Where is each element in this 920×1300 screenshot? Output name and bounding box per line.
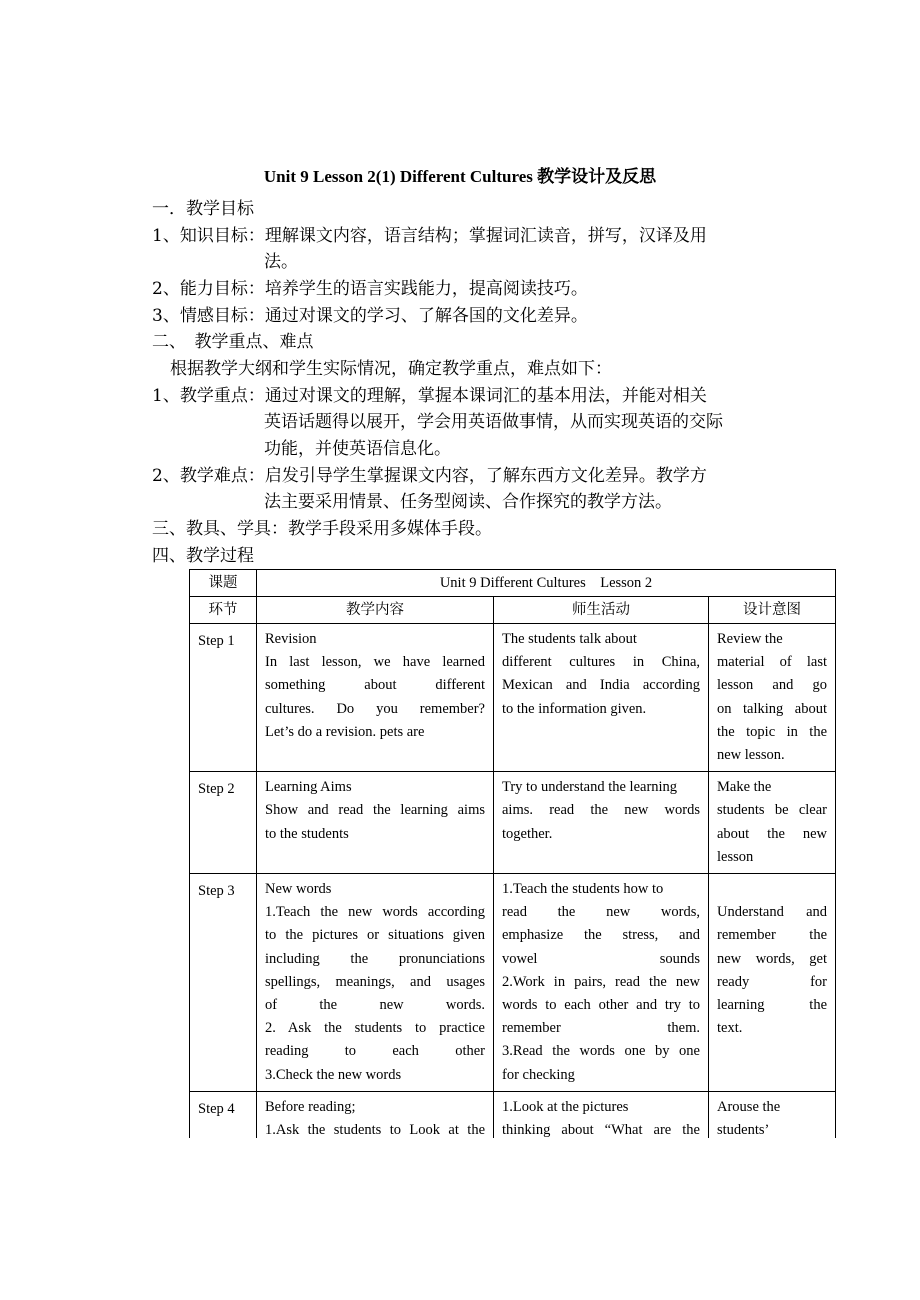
col-header-content: 教学内容: [257, 597, 494, 624]
activity-line: remember them.: [502, 1020, 700, 1037]
activity-line: for checking: [502, 1066, 575, 1083]
section-2-item-1-cont-1: 英语话题得以展开，学会用英语做事情，从而实现英语的交际: [264, 412, 723, 432]
purpose-line: lesson and go: [717, 677, 828, 694]
section-2-item-1-cont-2: 功能，并使英语信息化。: [264, 439, 451, 459]
content-line: 1.Ask the students to Look at the: [265, 1122, 485, 1139]
table-body: [190, 624, 836, 1170]
content-cell: [257, 624, 494, 772]
activity-line: read the new words,: [502, 904, 700, 921]
activity-cell: [494, 624, 709, 772]
section-1-item-1: 1、知识目标：理解课文内容，语言结构；掌握词汇读音，拼写，汉译及用: [152, 226, 707, 246]
section-2-item-2: 2、教学难点：启发引导学生掌握课文内容，了解东西方文化差异。教学方: [152, 466, 707, 486]
content-line: 3.Check the new words: [265, 1066, 402, 1083]
content-line: 1.Teach the new words according: [265, 904, 485, 921]
section-1-item-2: 2、能力目标：培养学生的语言实践能力，提高阅读技巧。: [152, 279, 588, 299]
content-line: Learning Aims: [265, 779, 352, 796]
purpose-line: ready for: [717, 973, 828, 990]
section-3: 三、教具、学具：教学手段采用多媒体手段。: [152, 519, 492, 539]
content-line: Before reading;: [265, 1098, 356, 1115]
activity-line: 3.Read the words one by one: [502, 1043, 700, 1060]
activity-line: thinking about “What are the: [502, 1122, 700, 1139]
content-line: Revision: [265, 631, 317, 647]
purpose-line: new lesson.: [717, 747, 785, 764]
purpose-cell: [709, 772, 836, 874]
col-header-activity: 师生活动: [494, 597, 709, 624]
activity-line: to the information given.: [502, 700, 647, 717]
content-line: New words: [265, 881, 332, 898]
content-line: including the pronunciations: [265, 950, 485, 967]
content-line: cultures. Do you remember?: [265, 700, 485, 717]
purpose-line: learning the: [717, 997, 828, 1014]
topic-label: 课题: [190, 570, 257, 597]
purpose-line: text.: [717, 1020, 743, 1037]
content-line: spellings, meanings, and usages: [265, 973, 485, 990]
purpose-line: Arouse the: [717, 1098, 781, 1115]
purpose-line: Make the: [717, 779, 772, 796]
activity-line: words to each other and try to: [502, 997, 700, 1014]
activity-line: Try to understand the learning: [502, 779, 678, 796]
section-2-item-2-cont: 法主要采用情景、任务型阅读、合作探究的教学方法。: [264, 492, 672, 512]
purpose-line: lesson: [717, 848, 754, 865]
purpose-line: new words, get: [717, 950, 828, 967]
step-cell: Step 3: [190, 874, 257, 1092]
activity-line: The students talk about: [502, 631, 637, 647]
purpose-line: on talking about: [717, 700, 828, 717]
purpose-line: [717, 878, 827, 901]
purpose-line: remember the: [717, 927, 828, 944]
content-line: Show and read the learning aims: [265, 802, 485, 819]
content-line: Let’s do a revision. pets are: [265, 723, 425, 740]
content-cell: [257, 874, 494, 1092]
table-row-topic: [190, 570, 836, 597]
table-header-row: [190, 597, 836, 624]
content-line: to the students: [265, 825, 349, 842]
col-header-stage: 环节: [190, 597, 257, 624]
document-title: Unit 9 Lesson 2(1) Different Cultures 教学设计及反思: [263, 167, 657, 186]
purpose-line: students’: [717, 1122, 770, 1139]
activity-line: Mexican and India according: [502, 677, 700, 694]
table-row: [190, 874, 836, 1092]
purpose-cell: [709, 874, 836, 1092]
step-cell: Step 4: [190, 1091, 257, 1170]
purpose-line: students be clear: [717, 802, 828, 819]
teaching-process-table: [189, 569, 836, 1170]
activity-cell: [494, 772, 709, 874]
table-row: [190, 772, 836, 874]
section-4-heading: 四、教学过程: [152, 546, 254, 566]
page-bottom-mask: [0, 1138, 920, 1300]
activity-line: emphasize the stress, and: [502, 927, 700, 944]
step-cell: Step 1: [190, 624, 257, 772]
activity-line: 1.Teach the students how to: [502, 881, 664, 898]
purpose-line: material of last: [717, 654, 828, 671]
activity-cell: [494, 874, 709, 1092]
section-2-item-1: 1、教学重点：通过对课文的理解，掌握本课词汇的基本用法，并能对相关: [152, 386, 707, 406]
content-line: to the pictures or situations given: [265, 927, 485, 944]
content-line: something about different: [265, 677, 485, 694]
activity-line: together.: [502, 825, 553, 842]
col-header-purpose: 设计意图: [709, 597, 836, 624]
purpose-line: Review the: [717, 631, 783, 647]
purpose-line: Understand and: [717, 904, 828, 921]
table-row: [190, 624, 836, 772]
section-2-heading: 二、 教学重点、难点: [152, 332, 314, 352]
activity-line: vowel sounds: [502, 950, 700, 967]
content-cell: [257, 772, 494, 874]
content-line: In last lesson, we have learned: [265, 654, 485, 671]
section-1-heading: 一．教学目标: [152, 199, 254, 219]
content-line: reading to each other: [265, 1043, 485, 1060]
content-line: of the new words.: [265, 997, 485, 1014]
topic-value: Unit 9 Different Cultures Lesson 2: [257, 570, 836, 597]
activity-line: different cultures in China,: [502, 654, 700, 671]
section-2-intro: 根据教学大纲和学生实际情况，确定教学重点，难点如下：: [170, 359, 612, 379]
activity-line: 2.Work in pairs, read the new: [502, 973, 700, 990]
purpose-line: the topic in the: [717, 723, 828, 740]
activity-line: aims. read the new words: [502, 802, 700, 819]
section-1-item-1-cont: 法。: [264, 252, 298, 272]
content-line: 2. Ask the students to practice: [265, 1020, 485, 1037]
activity-line: 1.Look at the pictures: [502, 1098, 629, 1115]
purpose-line: about the new: [717, 825, 828, 842]
purpose-cell: [709, 624, 836, 772]
section-1-item-3: 3、情感目标：通过对课文的学习、了解各国的文化差异。: [152, 306, 588, 326]
step-cell: Step 2: [190, 772, 257, 874]
